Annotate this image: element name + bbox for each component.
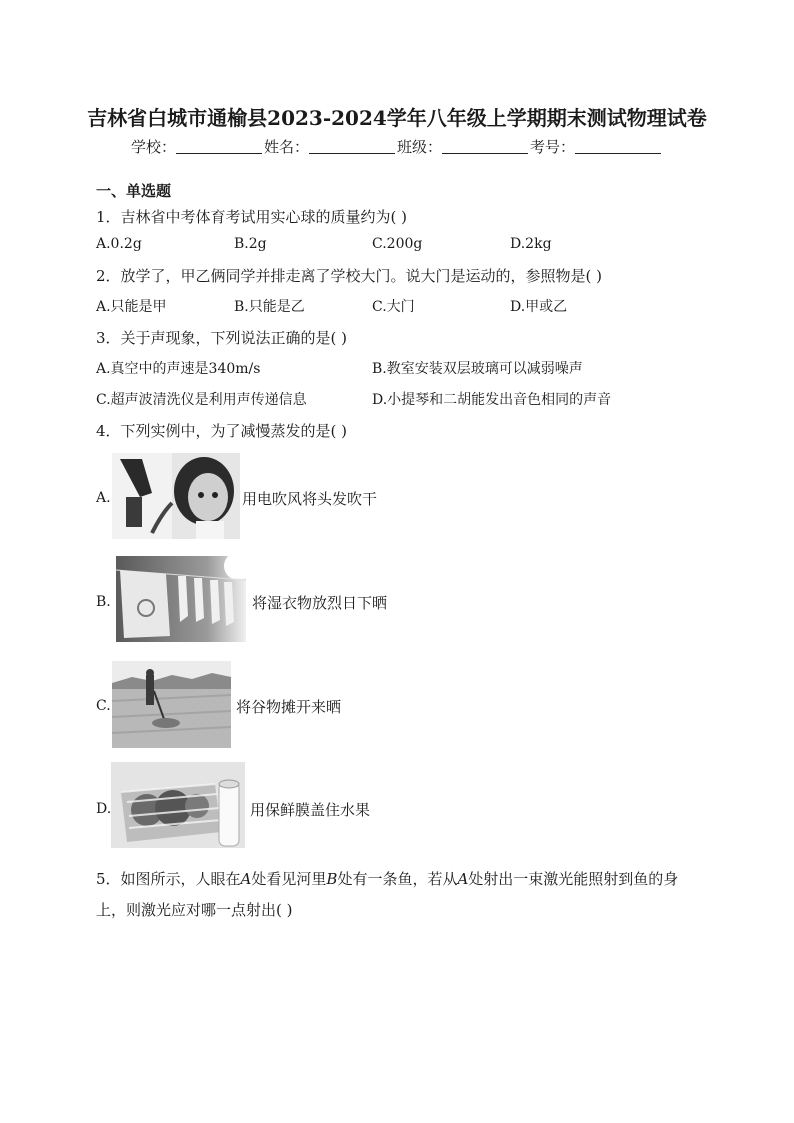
question-4-option-c-letter[interactable]: C. xyxy=(96,698,111,714)
page-title: 吉林省白城市通榆县2023-2024学年八年级上学期期末测试物理试卷 xyxy=(87,106,707,130)
question-4-option-d-letter[interactable]: D. xyxy=(96,801,112,817)
question-4-option-a-text[interactable]: 用电吹风将头发吹干 xyxy=(242,490,378,508)
q5-part2: 处看见河里 xyxy=(251,870,327,888)
question-4-option-a-letter[interactable]: A. xyxy=(96,490,111,506)
q5-point-b: B xyxy=(326,870,338,888)
question-1-option-a[interactable]: A.0.2g xyxy=(96,236,142,252)
class-label: 班级： xyxy=(397,138,443,156)
question-1-stem: 1．吉林省中考体育考试用实心球的质量约为( ) xyxy=(96,208,408,226)
q5-part1: 5．如图所示，人眼在 xyxy=(96,870,241,888)
q5-part3: 处有一条鱼，若从 xyxy=(337,870,458,888)
question-4-option-b-letter[interactable]: B. xyxy=(96,594,111,610)
class-blank[interactable] xyxy=(442,139,528,154)
question-5-stem xyxy=(96,864,696,926)
question-3-option-d[interactable]: D.小提琴和二胡能发出音色相同的声音 xyxy=(372,392,612,408)
question-1-option-b[interactable]: B.2g xyxy=(234,236,267,252)
clothes-drying-photo xyxy=(116,556,246,642)
question-4-option-b-text[interactable]: 将湿衣物放烈日下晒 xyxy=(252,594,388,612)
question-3-option-a[interactable]: A.真空中的声速是340m/s xyxy=(96,361,261,377)
question-2-option-c[interactable]: C.大门 xyxy=(372,299,415,315)
id-blank[interactable] xyxy=(575,139,661,154)
question-2-option-a[interactable]: A.只能是甲 xyxy=(96,299,167,315)
question-2-stem: 2．放学了，甲乙俩同学并排走离了学校大门。说大门是运动的，参照物是( ) xyxy=(96,267,603,285)
question-4-stem: 4．下列实例中，为了减慢蒸发的是( ) xyxy=(96,422,348,440)
grain-spreading-photo xyxy=(112,661,231,748)
question-3-stem: 3．关于声现象，下列说法正确的是( ) xyxy=(96,329,348,347)
question-2-option-b[interactable]: B.只能是乙 xyxy=(234,299,305,315)
name-blank[interactable] xyxy=(309,139,395,154)
section-title: 一、单选题 xyxy=(96,182,172,200)
question-1-option-d[interactable]: D.2kg xyxy=(510,236,552,252)
name-label: 姓名： xyxy=(263,138,309,156)
plastic-wrap-fruit-photo xyxy=(111,762,245,848)
q5-point-a-2: A xyxy=(457,870,469,888)
q5-part4: 处射出一束激光能照射到鱼的身上，则激光应对哪一点射出( ) xyxy=(96,870,679,919)
question-1-option-c[interactable]: C.200g xyxy=(372,236,423,252)
student-info-line xyxy=(0,136,794,157)
question-2-option-d[interactable]: D.甲或乙 xyxy=(510,299,568,315)
question-3-option-b[interactable]: B.教室安装双层玻璃可以减弱噪声 xyxy=(372,361,583,377)
id-label: 考号： xyxy=(530,138,576,156)
school-blank[interactable] xyxy=(176,139,262,154)
q5-point-a: A xyxy=(240,870,252,888)
question-4-option-c-text[interactable]: 将谷物摊开来晒 xyxy=(236,698,342,716)
hair-dryer-photo xyxy=(112,453,240,539)
question-4-option-d-text[interactable]: 用保鲜膜盖住水果 xyxy=(250,801,371,819)
question-3-option-c[interactable]: C.超声波清洗仪是利用声传递信息 xyxy=(96,392,307,408)
school-label: 学校： xyxy=(130,138,176,156)
